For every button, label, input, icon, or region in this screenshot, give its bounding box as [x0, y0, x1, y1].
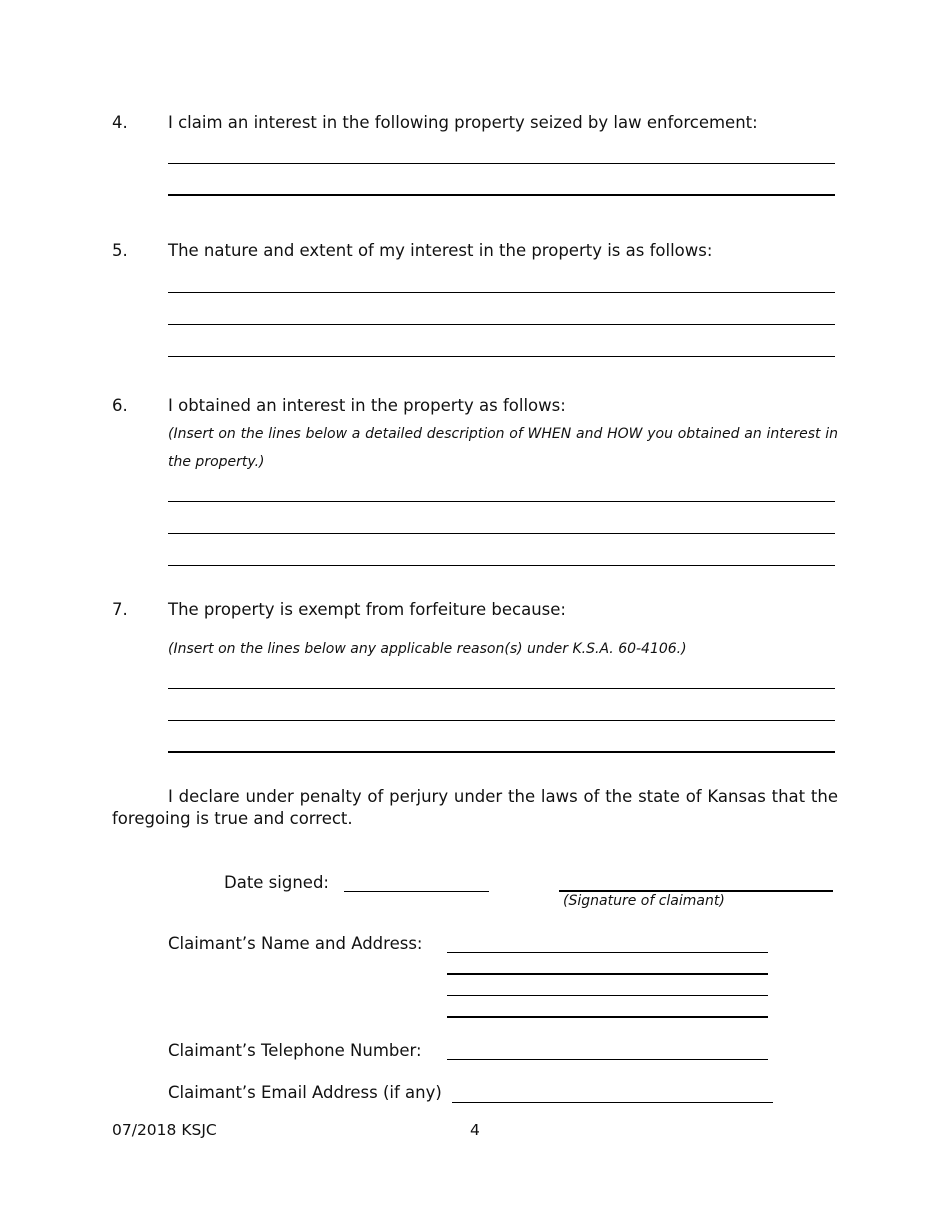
claimant-name-address-line-3[interactable] — [447, 995, 768, 996]
page-number: 4 — [470, 1121, 480, 1139]
date-signed-field[interactable] — [344, 891, 489, 892]
item-7-number: 7. — [112, 600, 128, 619]
claimant-telephone-label: Claimant’s Telephone Number: — [168, 1041, 422, 1060]
item-4-blank-line-1[interactable] — [168, 163, 835, 164]
item-6-instruction-line-1: (Insert on the lines below a detailed description of WHEN and HOW you obtained an interest in — [168, 426, 838, 442]
item-4-number: 4. — [112, 113, 128, 132]
item-6-blank-line-2[interactable] — [168, 533, 835, 534]
item-5-text: The nature and extent of my interest in the property is as follows: — [168, 241, 713, 260]
signature-caption: (Signature of claimant) — [563, 893, 725, 909]
item-7-blank-line-1[interactable] — [168, 688, 835, 689]
item-6-blank-line-3[interactable] — [168, 565, 835, 566]
claimant-name-address-label: Claimant’s Name and Address: — [168, 934, 423, 953]
item-5-blank-line-2[interactable] — [168, 324, 835, 325]
claimant-name-address-line-4[interactable] — [447, 1016, 768, 1018]
item-6-number: 6. — [112, 396, 128, 415]
date-signed-label: Date signed: — [224, 873, 329, 892]
claimant-email-field[interactable] — [452, 1102, 773, 1103]
claimant-name-address-line-2[interactable] — [447, 973, 768, 975]
declaration-line-2: foregoing is true and correct. — [112, 809, 353, 828]
item-5-number: 5. — [112, 241, 128, 260]
footer-form-code: 07/2018 KSJC — [112, 1121, 217, 1139]
item-6-blank-line-1[interactable] — [168, 501, 835, 502]
item-6-instruction-line-2: the property.) — [168, 454, 265, 470]
item-4-text: I claim an interest in the following property seized by law enforcement: — [168, 113, 758, 132]
claimant-email-label: Claimant’s Email Address (if any) — [168, 1083, 442, 1102]
item-7-instruction: (Insert on the lines below any applicable reason(s) under K.S.A. 60-4106.) — [168, 641, 687, 657]
signature-line[interactable] — [559, 890, 833, 892]
item-7-blank-line-2[interactable] — [168, 720, 835, 721]
item-7-blank-line-3[interactable] — [168, 751, 835, 753]
declaration-line-1: I declare under penalty of perjury under the laws of the state of Kansas that the — [168, 787, 838, 806]
item-7-text: The property is exempt from forfeiture because: — [168, 600, 566, 619]
claimant-telephone-field[interactable] — [447, 1059, 768, 1060]
item-5-blank-line-3[interactable] — [168, 356, 835, 357]
item-4-blank-line-2[interactable] — [168, 194, 835, 196]
item-5-blank-line-1[interactable] — [168, 292, 835, 293]
item-6-text: I obtained an interest in the property as follows: — [168, 396, 566, 415]
claimant-name-address-line-1[interactable] — [447, 952, 768, 953]
